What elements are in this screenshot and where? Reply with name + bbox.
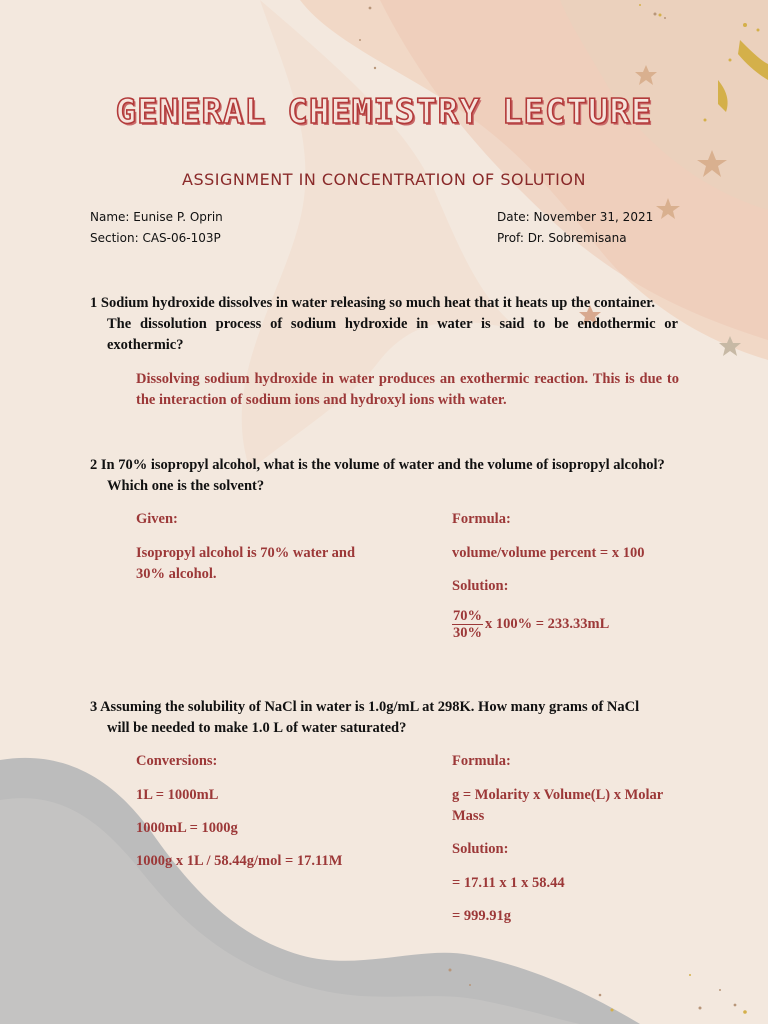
assignment-info xyxy=(497,207,653,249)
student-info xyxy=(90,207,223,249)
conversion-1: 1L = 1000mL xyxy=(136,787,219,803)
page-subtitle: ASSIGNMENT IN CONCENTRATION OF SOLUTION xyxy=(182,170,586,189)
fraction-denominator: 30% xyxy=(453,625,482,641)
professor-name: Prof: Dr. Sobremisana xyxy=(497,231,627,245)
solution-expression xyxy=(452,608,609,641)
given-text: Isopropyl alcohol is 70% water and 30% alcohol. xyxy=(136,545,356,582)
fraction-numerator: 70% xyxy=(453,608,482,624)
solution-label-3: Solution: xyxy=(452,841,509,857)
student-name: Name: Eunise P. Oprin xyxy=(90,210,223,224)
conversion-3: 1000g x 1L / 58.44g/mol = 17.11M xyxy=(136,853,343,869)
solution-step-1: = 17.11 x 1 x 58.44 xyxy=(452,875,565,891)
page-title: GENERAL CHEMISTRY LECTURE xyxy=(115,92,653,132)
formula-label: Formula: xyxy=(452,511,511,527)
formula-label-3: Formula: xyxy=(452,753,511,769)
question-1-line-1: 1 Sodium hydroxide dissolves in water releasing so much heat that it heats up the container. xyxy=(90,295,656,311)
question-1 xyxy=(90,293,678,356)
percent-fraction xyxy=(452,608,483,641)
question-3 xyxy=(90,697,678,739)
question-2-line-1: 2 In 70% isopropyl alcohol, what is the volume of water and the volume of isopropyl alcohol? xyxy=(90,457,665,473)
question-3-line-1: 3 Assuming the solubility of NaCl in water is 1.0g/mL at 298K. How many grams of NaCl xyxy=(90,699,640,715)
solution-label: Solution: xyxy=(452,578,509,594)
question-1-line-2: The dissolution process of sodium hydroxide in water is said to be endothermic or exothermic? xyxy=(107,316,678,353)
assignment-date: Date: November 31, 2021 xyxy=(497,210,654,224)
answer-1: Dissolving sodium hydroxide in water produces an exothermic reaction. This is due to the interaction of sodium ions and hydroxyl ions with water. xyxy=(136,371,679,408)
conversion-2: 1000mL = 1000g xyxy=(136,820,238,836)
solution-step-2: = 999.91g xyxy=(452,908,512,924)
formula-text: volume/volume percent = x 100 xyxy=(452,545,645,561)
question-2 xyxy=(90,455,678,497)
question-3-line-2: will be needed to make 1.0 L of water saturated? xyxy=(107,720,407,736)
question-2-line-2: Which one is the solvent? xyxy=(107,478,265,494)
solution-result: x 100% = 233.33mL xyxy=(485,615,610,632)
conversions-label: Conversions: xyxy=(136,753,218,769)
formula-text-3: g = Molarity x Volume(L) x Molar Mass xyxy=(452,787,663,824)
student-section: Section: CAS-06-103P xyxy=(90,231,221,245)
given-label: Given: xyxy=(136,511,178,527)
